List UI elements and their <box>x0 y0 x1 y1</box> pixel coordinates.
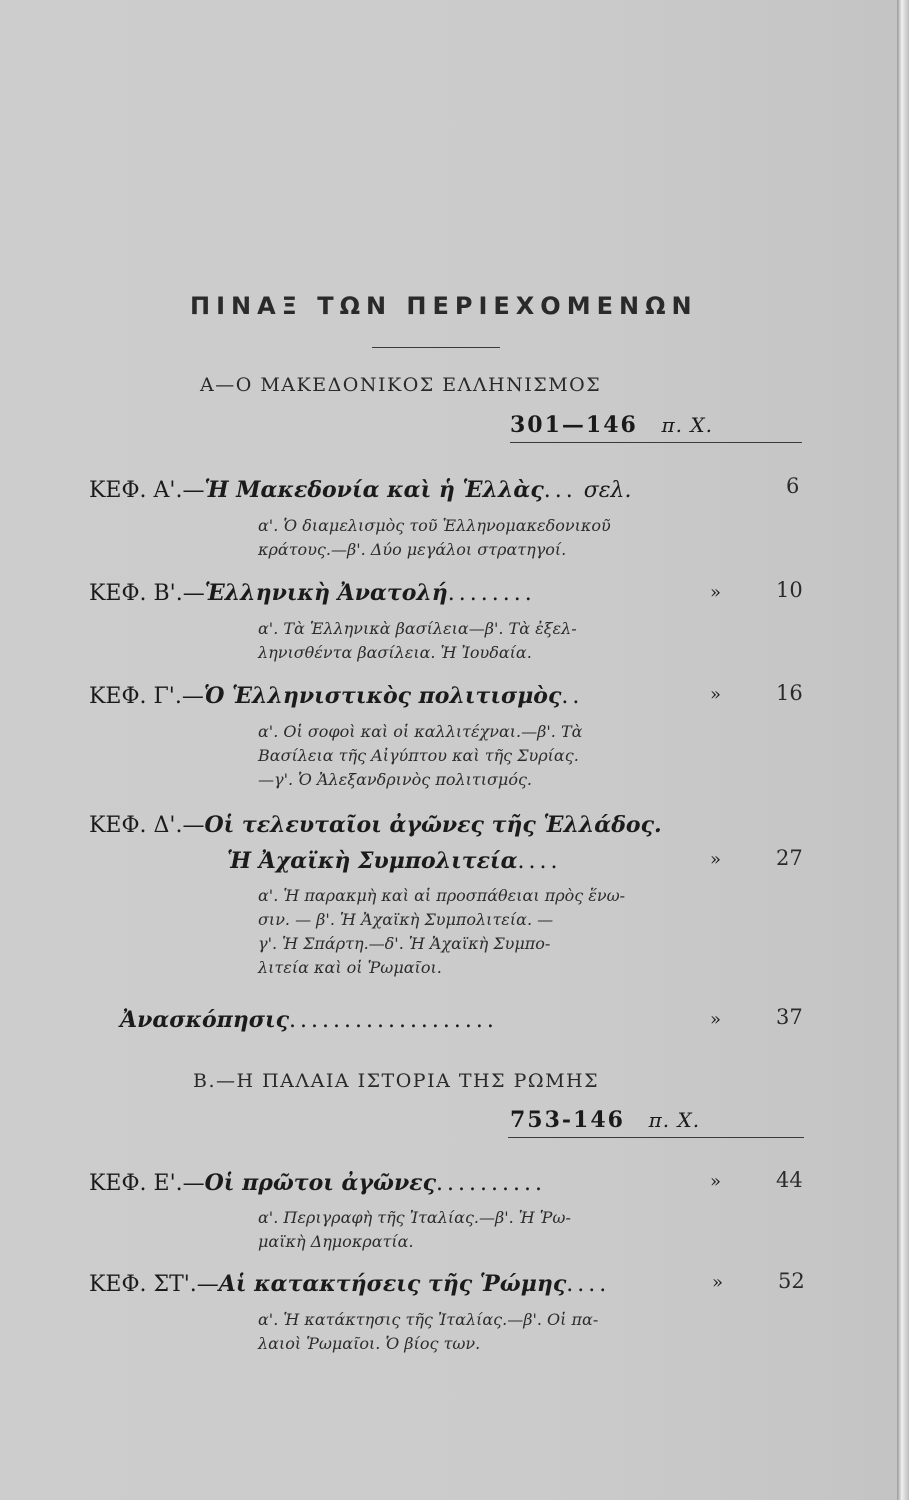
subtopic-line: λαιοὶ Ῥωμαῖοι. Ὁ βίος των. <box>258 1334 481 1353</box>
page-marker: » <box>710 1009 722 1030</box>
page-number: 44 <box>776 1168 803 1192</box>
leader-dots: ................... <box>289 1008 498 1033</box>
leader-dots: .. <box>561 684 584 709</box>
chapter-title: Ἡ Ἀχαϊκὴ Συμπολιτεία <box>227 848 518 874</box>
page-number: 37 <box>776 1005 803 1029</box>
chapter-title: Ἡ Μακεδονία καὶ ἡ Ἑλλὰς <box>204 477 544 503</box>
subtopic-line: α'. Οἱ σοφοὶ καὶ οἱ καλλιτέχναι.—β'. Τὰ <box>258 722 583 741</box>
chapter-subtopics <box>258 1206 571 1254</box>
chapter-number: ΚΕΦ. Δ'.— <box>89 813 205 838</box>
page-edge <box>897 0 909 1500</box>
leader-dots: .... <box>566 1272 611 1297</box>
subtopic-line: σιν. — β'. Ἡ Ἀχαϊκὴ Συμπολιτεία. — <box>258 910 554 929</box>
leader-dots: .... <box>517 849 562 874</box>
page-marker: » <box>710 684 722 705</box>
page-marker: » <box>710 849 722 870</box>
subtopic-line: μαϊκὴ Δημοκρατία. <box>258 1232 414 1251</box>
chapter-number: ΚΕΦ. Ε'.— <box>89 1171 205 1196</box>
part-a-year-range: 301—146 <box>510 412 638 438</box>
part-b-era: π. Χ. <box>648 1108 701 1132</box>
chapter-subtopics <box>258 884 625 980</box>
contents-title: ΠΙΝΑΞ ΤΩΝ ΠΕΡΙΕΧΟΜΕΝΩΝ <box>190 292 698 320</box>
page-number: 16 <box>776 681 803 705</box>
chapter-entry <box>89 1271 610 1297</box>
page-marker: σελ. <box>583 478 632 503</box>
part-a-era: π. Χ. <box>661 413 713 437</box>
subtopic-line: α'. Τὰ Ἑλληνικὰ βασίλεια—β'. Τὰ ἐξελ- <box>258 619 577 638</box>
page-number: 27 <box>776 846 803 870</box>
chapter-title: Ἑλληνικὴ Ἀνατολή <box>204 580 448 606</box>
part-a-years <box>510 412 713 438</box>
subtopic-line: α'. Ἡ παρακμὴ καὶ αἱ προσπάθειαι πρὸς ἕνω- <box>258 886 626 905</box>
subtopic-line: ληνισθέντα βασίλεια. Ἡ Ἰουδαία. <box>258 643 532 662</box>
part-a-heading: Α—Ο ΜΑΚΕΔΟΝΙΚΟΣ ΕΛΛΗΝΙΣΜΟΣ <box>200 374 602 396</box>
chapter-entry <box>89 683 583 709</box>
chapter-number: ΚΕΦ. Γ'.— <box>89 684 204 709</box>
page-marker: » <box>710 1171 722 1192</box>
subtopic-line: κράτους.—β'. Δύο μεγάλοι στρατηγοί. <box>258 540 567 559</box>
chapter-entry <box>89 477 631 503</box>
chapter-number: ΚΕΦ. Β'.— <box>89 581 205 606</box>
title-divider <box>372 347 500 348</box>
subtopic-line: λιτεία καὶ οἱ Ῥωμαῖοι. <box>258 958 442 977</box>
part-b-heading: Β.—Η ΠΑΛΑΙΑ ΙΣΤΟΡΙΑ ΤΗΣ ΡΩΜΗΣ <box>193 1070 600 1092</box>
chapter-subtopics <box>258 720 582 792</box>
leader-dots: ... <box>543 478 577 503</box>
chapter-title-line2 <box>227 848 562 874</box>
subtopic-line: Βασίλεια τῆς Αἰγύπτου καὶ τῆς Συρίας. <box>258 746 579 765</box>
chapter-entry <box>89 812 662 838</box>
subtopic-line: γ'. Ἡ Σπάρτη.—δ'. Ἡ Ἀχαϊκὴ Συμπο- <box>258 934 551 953</box>
part-b-years <box>510 1107 700 1133</box>
part-a-underline <box>510 442 802 443</box>
subtopic-line: —γ'. Ὁ Ἀλεξανδρινὸς πολιτισμός. <box>258 770 532 789</box>
leader-dots: .......... <box>436 1171 546 1196</box>
page-number: 10 <box>776 578 803 602</box>
subtopic-line: α'. Περιγραφὴ τῆς Ἰταλίας.—β'. Ἡ Ῥω- <box>258 1208 571 1227</box>
page-number: 6 <box>786 474 800 498</box>
chapter-subtopics <box>258 514 611 562</box>
page-marker: » <box>710 582 722 603</box>
chapter-subtopics <box>258 617 577 665</box>
page-number: 52 <box>778 1269 805 1293</box>
chapter-title: Οἱ τελευταῖοι ἀγῶνες τῆς Ἑλλάδος. <box>204 812 662 838</box>
chapter-title: Οἱ πρῶτοι ἀγῶνες <box>204 1170 436 1196</box>
review-entry <box>120 1007 498 1033</box>
leader-dots: ........ <box>447 581 536 606</box>
chapter-number: ΚΕΦ. Α'.— <box>89 478 205 503</box>
chapter-entry <box>89 580 536 606</box>
page-marker: » <box>712 1272 724 1293</box>
part-b-underline <box>508 1137 804 1138</box>
subtopic-line: α'. Ὁ διαμελισμὸς τοῦ Ἑλληνομακεδονικοῦ <box>258 516 611 535</box>
chapter-number: ΚΕΦ. ΣΤ'.— <box>89 1272 219 1297</box>
chapter-title: Ἀνασκόπησις <box>120 1007 290 1033</box>
subtopic-line: α'. Ἡ κατάκτησις τῆς Ἰταλίας.—β'. Οἱ πα- <box>258 1310 599 1329</box>
chapter-title: Αἱ κατακτήσεις τῆς Ῥώμης <box>218 1271 567 1297</box>
chapter-entry <box>89 1170 546 1196</box>
chapter-subtopics <box>258 1308 598 1356</box>
chapter-title: Ὁ Ἑλληνιστικὸς πολιτισμὸς <box>203 683 562 709</box>
part-b-year-range: 753-146 <box>510 1107 625 1133</box>
